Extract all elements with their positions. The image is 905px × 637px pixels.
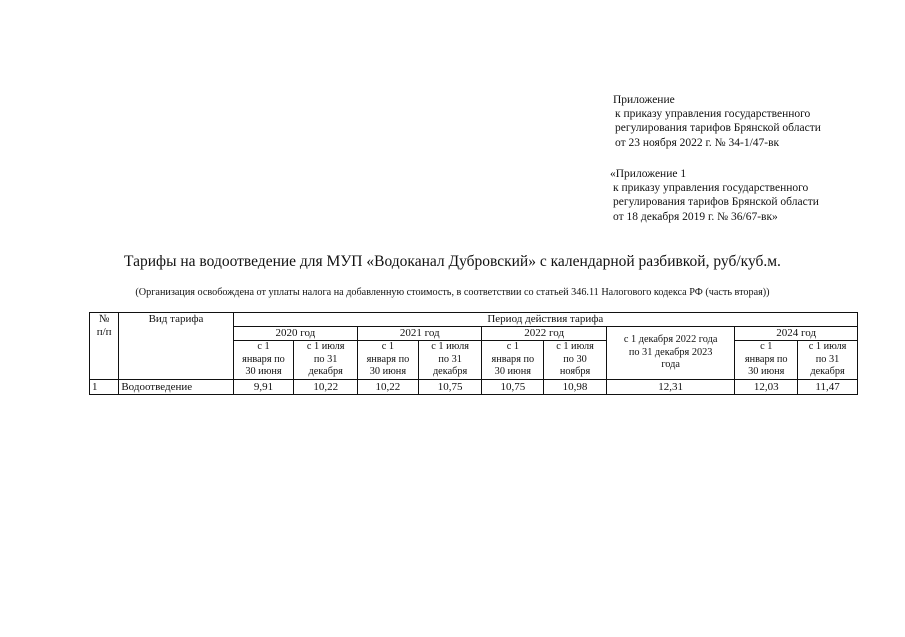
header-text: по 30 bbox=[563, 353, 587, 365]
appendix-line: к приказу управления государственного bbox=[613, 182, 809, 195]
tariff-value: 12,31 bbox=[606, 379, 734, 394]
header-row-number bbox=[90, 313, 119, 380]
appendix-line: от 23 ноября 2022 г. № 34-1/47-вк bbox=[615, 136, 780, 149]
header-text: по 31 bbox=[313, 353, 338, 365]
tariff-value: 10,75 bbox=[418, 379, 482, 394]
header-period-2024-h2 bbox=[798, 341, 858, 380]
header-text: с 1 июля bbox=[556, 341, 594, 352]
header-text: ноября bbox=[559, 366, 591, 377]
header-text: по 31 декабря 2023 bbox=[628, 346, 713, 358]
header-text: декабря bbox=[810, 366, 845, 377]
header-text: с 1 декабря 2022 года bbox=[623, 334, 718, 345]
tariff-value: 12,03 bbox=[735, 379, 798, 394]
document-title: Тарифы на водоотведение для МУП «Водоканал Дубровский» с календарной разбивкой, руб/куб.м. bbox=[124, 253, 781, 270]
header-text: января по bbox=[744, 353, 788, 365]
header-text: января по bbox=[366, 353, 410, 365]
header-period-2022-h1 bbox=[482, 341, 544, 380]
header-text: 30 июня bbox=[245, 366, 282, 377]
appendix-line: регулирования тарифов Брянской области bbox=[615, 122, 821, 135]
header-text: по 31 bbox=[438, 353, 462, 365]
header-year-2021: 2021 год bbox=[358, 327, 482, 341]
header-year-2020: 2020 год bbox=[233, 327, 357, 341]
tariff-value: 10,98 bbox=[544, 379, 607, 394]
header-text: с 1 bbox=[381, 341, 395, 352]
header-period-2021-h2 bbox=[418, 341, 482, 380]
appendix-line: регулирования тарифов Брянской области bbox=[613, 196, 819, 209]
header-text: с 1 bbox=[506, 341, 519, 352]
header-text: № bbox=[98, 313, 110, 325]
header-year-2024: 2024 год bbox=[735, 327, 858, 341]
header-text: по 31 bbox=[815, 353, 840, 365]
tariff-value: 10,75 bbox=[482, 379, 544, 394]
header-text: с 1 июля bbox=[431, 341, 469, 352]
table-row bbox=[90, 379, 858, 394]
row-number: 1 bbox=[90, 379, 119, 394]
header-period-2024-h1 bbox=[735, 341, 798, 380]
row-tariff-type: Водоотведение bbox=[119, 379, 233, 394]
header-period: Период действия тарифа bbox=[233, 313, 857, 327]
header-text: декабря bbox=[308, 366, 343, 377]
header-tariff-type: Вид тарифа bbox=[119, 313, 233, 380]
appendix-line: «Приложение 1 bbox=[610, 168, 687, 180]
tariff-value: 9,91 bbox=[233, 379, 294, 394]
header-text: декабря bbox=[432, 366, 468, 377]
appendix-note-current bbox=[613, 93, 821, 150]
header-text: 30 июня bbox=[369, 366, 407, 377]
tariff-table bbox=[89, 312, 858, 395]
header-text: 30 июня bbox=[494, 366, 531, 377]
appendix-note-original bbox=[610, 167, 819, 224]
tariff-value: 10,22 bbox=[358, 379, 419, 394]
appendix-line: Приложение bbox=[613, 94, 675, 106]
header-period-2021-h1 bbox=[358, 341, 419, 380]
appendix-line: от 18 декабря 2019 г. № 36/67-вк» bbox=[613, 210, 778, 223]
tariff-value: 10,22 bbox=[294, 379, 358, 394]
appendix-line: к приказу управления государственного bbox=[615, 108, 811, 121]
header-text: с 1 июля bbox=[808, 341, 847, 352]
header-text: с 1 июля bbox=[306, 341, 345, 352]
header-text: п/п bbox=[96, 326, 112, 338]
header-period-2020-h2 bbox=[294, 341, 358, 380]
header-text: января по bbox=[491, 353, 535, 365]
header-text: с 1 bbox=[760, 341, 773, 352]
header-text: января по bbox=[242, 353, 285, 365]
header-year-2022: 2022 год bbox=[482, 327, 606, 341]
tariff-value: 11,47 bbox=[798, 379, 858, 394]
header-period-2020-h1 bbox=[233, 341, 294, 380]
document-subtitle: (Организация освобождена от уплаты налога на добавленную стоимость, в соответствии со статьей 346.11 Налогового кодекса РФ (часть вторая)) bbox=[135, 287, 770, 298]
header-text: с 1 bbox=[257, 341, 270, 352]
header-period-2022-h2 bbox=[544, 341, 607, 380]
header-text: года bbox=[661, 359, 680, 370]
header-text: 30 июня bbox=[748, 366, 785, 377]
header-period-2023 bbox=[606, 327, 734, 380]
